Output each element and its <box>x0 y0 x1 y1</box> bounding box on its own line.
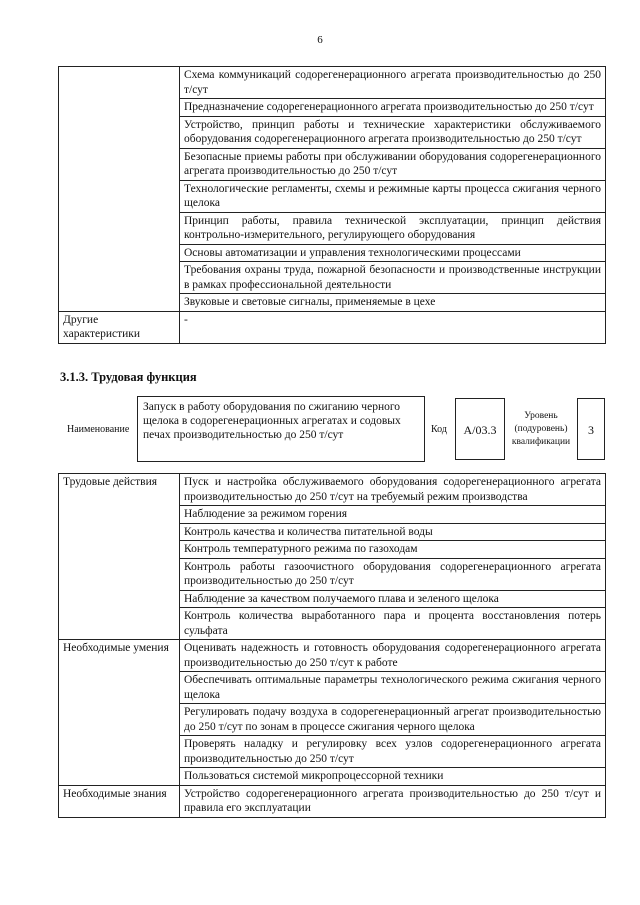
group-label: Необходимые знания <box>59 785 180 817</box>
group-item: Оценивать надежность и готовность оборудования содорегенерационного агрегата производительностью до 250 т/сут к работе <box>180 640 606 672</box>
group-item: Пользоваться системой микропроцессорной техники <box>180 768 606 786</box>
qualification-level-label: Уровень (подуровень) квалификации <box>511 411 571 447</box>
group-item: Регулировать подачу воздуха в содорегенерационный агрегат производительностью до 250 т/сут по зонам в процессе сжигания черного щелока <box>180 704 606 736</box>
group-label: Трудовые действия <box>59 474 180 640</box>
group-item: Контроль качества и количества питательной воды <box>180 523 606 541</box>
row-label-cell <box>59 67 180 312</box>
group-item: Контроль работы газоочистного оборудования содорегенерационного агрегата производительностью до 250 т/сут <box>180 558 606 590</box>
page-number: 6 <box>317 34 323 46</box>
function-code-box: А/03.3 <box>455 398 505 460</box>
group-item: Наблюдение за режимом горения <box>180 506 606 524</box>
table-row <box>59 640 606 672</box>
labor-function-table <box>58 473 606 818</box>
group-item: Обеспечивать оптимальные параметры технологического режима сжигания черного щелока <box>180 672 606 704</box>
qualification-level-box: 3 <box>577 398 605 460</box>
table-row <box>59 311 606 343</box>
group-item: Наблюдение за качеством получаемого плава и зеленого щелока <box>180 590 606 608</box>
function-name-box: Запуск в работу оборудования по сжиганию черного щелока в содорегенерационных агрегатах и содовых печах производительностью до 250 т/сут <box>137 396 425 462</box>
table-row <box>59 67 606 99</box>
knowledge-item: Предназначение содорегенерационного агрегата производительностью до 250 т/сут <box>180 99 606 117</box>
group-item: Контроль количества выработанного пара и процента восстановления потерь сульфата <box>180 608 606 640</box>
table-row <box>59 785 606 817</box>
knowledge-item: Звуковые и световые сигналы, применяемые в цехе <box>180 294 606 312</box>
knowledge-item: Основы автоматизации и управления технологическими процессами <box>180 244 606 262</box>
knowledge-item: Безопасные приемы работы при обслуживании оборудования содорегенерационного агрегата производительностью до 250 т/сут <box>180 148 606 180</box>
other-characteristics-value: - <box>180 311 606 343</box>
knowledge-item: Схема коммуникаций содорегенерационного агрегата производительностью до 250 т/сут <box>180 67 606 99</box>
group-item: Проверять наладку и регулировку всех узлов содорегенерационного агрегата производительностью до 250 т/сут <box>180 736 606 768</box>
table-row <box>59 474 606 506</box>
knowledge-item: Технологические регламенты, схемы и режимные карты процесса сжигания черного щелока <box>180 180 606 212</box>
section-heading: 3.1.3. Трудовая функция <box>60 370 197 384</box>
name-label: Наименование <box>67 424 130 435</box>
knowledge-table-continued <box>58 66 606 344</box>
knowledge-item: Устройство, принцип работы и технические характеристики обслуживаемого оборудования содорегенерационного агрегата производительностью до 250 т/сут <box>180 116 606 148</box>
group-item: Пуск и настройка обслуживаемого оборудования содорегенерационного агрегата производительностью до 250 т/сут на требуемый режим производства <box>180 474 606 506</box>
other-characteristics-label: Другие характеристики <box>59 311 180 343</box>
knowledge-item: Принцип работы, правила технической эксплуатации, принцип действия контрольно-измерительного, регулирующего оборудования <box>180 212 606 244</box>
code-label: Код <box>431 424 447 435</box>
group-label: Необходимые умения <box>59 640 180 786</box>
knowledge-item: Требования охраны труда, пожарной безопасности и производственные инструкции в рамках профессиональной деятельности <box>180 262 606 294</box>
group-item: Контроль температурного режима по газоходам <box>180 541 606 559</box>
group-item: Устройство содорегенерационного агрегата производительностью до 250 т/сут и правила его эксплуатации <box>180 785 606 817</box>
